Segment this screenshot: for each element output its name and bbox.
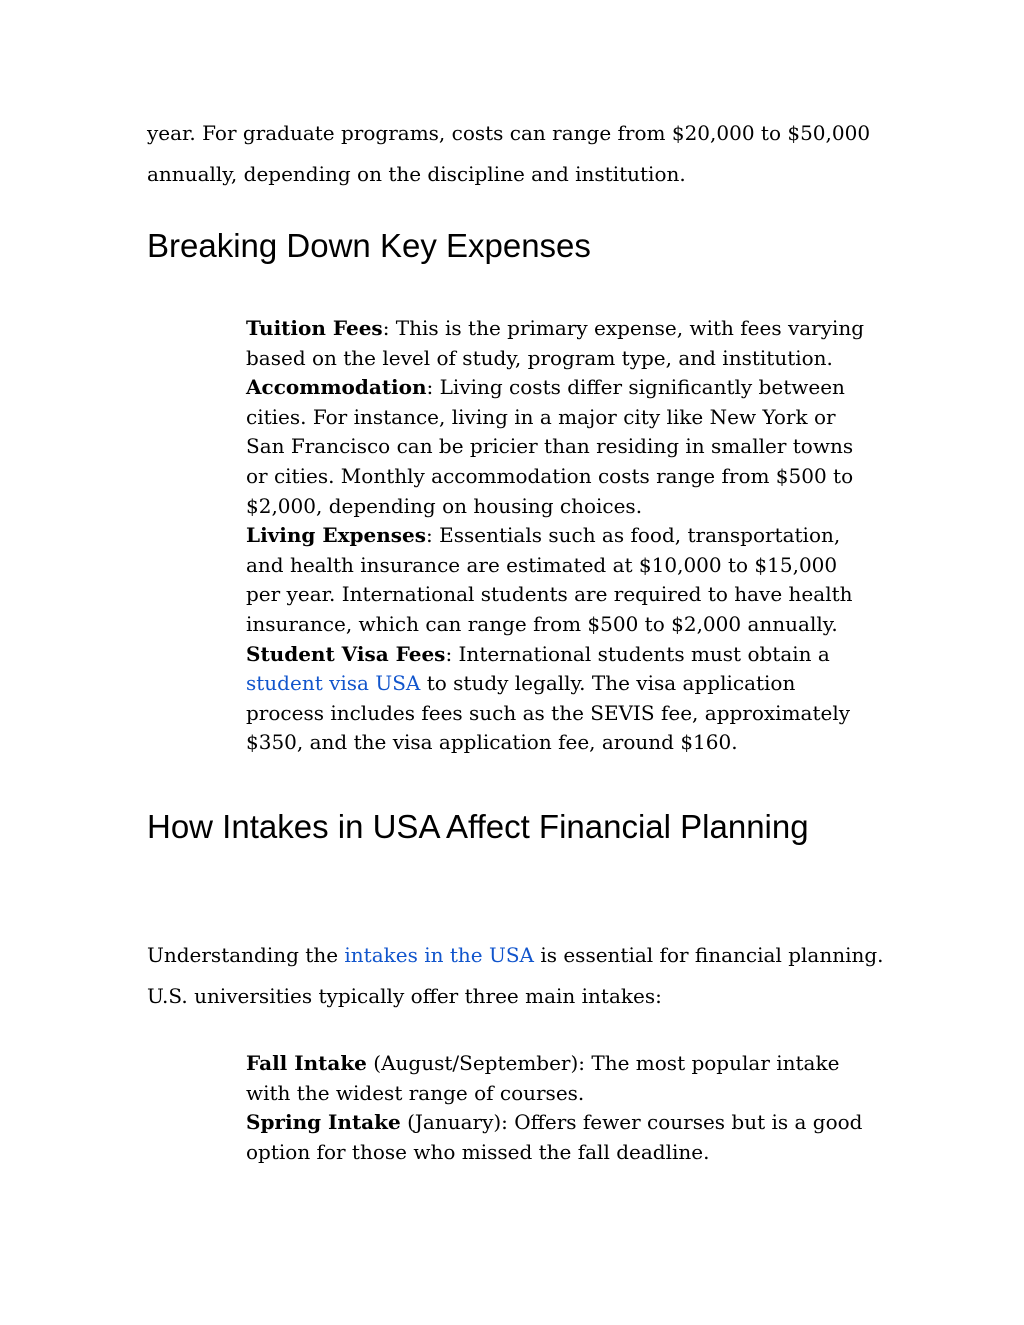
student-visa-usa-link[interactable]: student visa USA xyxy=(246,671,421,696)
list-item-living-expenses xyxy=(246,521,871,639)
list-item-accommodation xyxy=(246,373,871,521)
heading-key-expenses: Breaking Down Key Expenses xyxy=(147,227,591,264)
term-tuition-fees: Tuition Fees xyxy=(246,316,383,340)
term-student-visa-fees: Student Visa Fees xyxy=(246,641,446,666)
intakes-text-after: is essential for financial planning. U.S. universities typically offer three main intakes: xyxy=(147,943,884,1008)
text-living-expenses: : Essentials such as food, transportation, and health insurance are estimated at $10,000 to $15,000 per year. International students are required to have health insurance, which can range from $500 to $2,000 annually. xyxy=(246,523,853,636)
list-item-fall-intake xyxy=(246,1049,871,1108)
text-spring-intake: (January): Offers fewer courses but is a good option for those who missed the fall deadline. xyxy=(246,1110,863,1164)
term-spring-intake: Spring Intake xyxy=(246,1110,401,1135)
list-item-student-visa-fees xyxy=(246,640,871,758)
heading-intakes-financial-planning: How Intakes in USA Affect Financial Planning xyxy=(147,808,809,845)
intakes-text-before: Understanding the xyxy=(147,943,345,967)
term-fall-intake: Fall Intake xyxy=(246,1051,367,1075)
text-accommodation: : Living costs differ significantly between cities. For instance, living in a major city like New York or San Francisco can be pricier than residing in smaller towns or cities. Monthly accommodation costs range from $500 to $2,000, depending on housing choices. xyxy=(246,375,854,518)
list-item-tuition-fees xyxy=(246,314,871,373)
intakes-paragraph xyxy=(147,935,887,1017)
expenses-list xyxy=(246,314,871,758)
text-tuition-fees: : This is the primary expense, with fees varying based on the level of study, program type, and institution. xyxy=(246,316,865,370)
term-living-expenses: Living Expenses xyxy=(246,523,427,548)
list-item-spring-intake xyxy=(246,1108,871,1167)
intakes-in-usa-link[interactable]: intakes in the USA xyxy=(344,943,534,967)
text-fall-intake: (August/September): The most popular intake with the widest range of courses. xyxy=(246,1051,840,1105)
intro-paragraph: year. For graduate programs, costs can range from $20,000 to $50,000 annually, depending on the discipline and institution. xyxy=(147,121,871,186)
text-student-visa-fees-before: : International students must obtain a xyxy=(445,641,830,666)
intakes-list xyxy=(246,1049,871,1167)
term-accommodation: Accommodation xyxy=(246,375,427,400)
text-student-visa-fees-after: to study legally. The visa application process includes fees such as the SEVIS fee, approximately $350, and the visa application fee, around $160. xyxy=(246,671,851,755)
